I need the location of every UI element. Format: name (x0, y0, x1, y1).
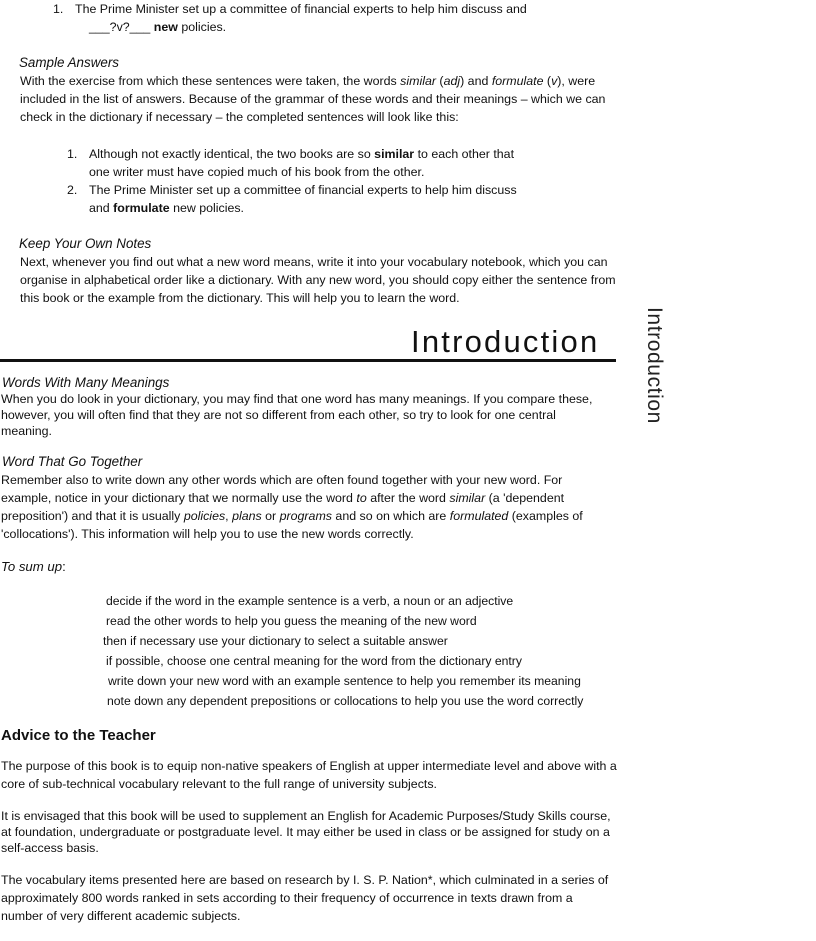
text-run: (examples of (511, 509, 583, 523)
sample-answers-heading: Sample Answers (19, 55, 119, 70)
text-run: : (62, 559, 66, 574)
bold-word: new (153, 20, 178, 34)
advice-heading: Advice to the Teacher (1, 727, 156, 744)
exercise-item-1 (53, 0, 527, 18)
answer-item-2-cont (89, 199, 244, 217)
sum-up-item: note down any dependent prepositions or collocations to help you use the word correctly (107, 694, 584, 708)
sample-answers-line-3: check in the dictionary if necessary – the completed sentences will look like this: (20, 110, 459, 124)
introduction-title: Introduction (411, 324, 600, 359)
sample-answers-line-2: included in the list of answers. Because of the grammar of these words and their meanings – which we can (20, 92, 606, 106)
word-similar: similar (400, 74, 436, 88)
notes-line-2: organise in alphabetical order like a dictionary. With any new word, you should copy either the sentence from (20, 273, 616, 287)
advice-p1-line-1: The purpose of this book is to equip non-native speakers of English at upper intermediate level and above with a (1, 759, 617, 773)
text-run: The Prime Minister set up a committee of financial experts to help him discuss (89, 183, 517, 197)
together-heading: Word That Go Together (2, 454, 143, 469)
item-number: 1. (53, 2, 64, 16)
text-run: Although not exactly identical, the two books are so (89, 147, 371, 161)
advice-p2-line-3: self-access basis. (1, 841, 99, 855)
advice-p3-line-2: approximately 800 words ranked in sets according to their frequency of occurrence in texts drawn from a (1, 891, 573, 905)
text-run: With the exercise from which these sentences were taken, the words (20, 74, 397, 88)
together-line-3 (1, 507, 583, 525)
bold-word: formulate (113, 201, 170, 215)
text-run: ), were (557, 74, 596, 88)
bold-word: similar (374, 147, 415, 161)
word-policies: policies (183, 509, 226, 523)
heading-rule (0, 359, 616, 362)
text-run: (a 'dependent (488, 491, 565, 505)
answer-item-1-cont: one writer must have copied much of his book from the other. (89, 165, 425, 179)
advice-p2-line-2: at foundation, undergraduate or postgraduate level. It may either be used in class or be assigned for study on a (1, 825, 610, 839)
sum-up-item: if possible, choose one central meaning for the word from the dictionary entry (106, 654, 522, 668)
side-tab-title: Introduction (643, 307, 666, 424)
word-formulated: formulated (449, 509, 509, 523)
text-run: and so on which are (335, 509, 447, 523)
exercise-item-1-cont (89, 18, 226, 36)
text-run: after the word (370, 491, 446, 505)
sum-up-item: decide if the word in the example sentence is a verb, a noun or an adjective (106, 594, 514, 608)
advice-p3-line-1: The vocabulary items presented here are based on research by I. S. P. Nation*, which culminated in a series of (1, 873, 609, 887)
pos-adj: adj (443, 74, 461, 88)
together-line-1: Remember also to write down any other words which are often found together with your new word. For (1, 473, 563, 487)
text-run: ( (439, 74, 444, 88)
sample-answers-line-1 (20, 72, 595, 90)
advice-p2-line-1: It is envisaged that this book will be used to supplement an English for Academic Purposes/Study Skills course, (1, 809, 611, 823)
answer-number: 1. (67, 147, 78, 161)
answer-number: 2. (67, 183, 78, 197)
word-plans: plans (232, 509, 262, 523)
answer-item-2 (67, 181, 517, 199)
blank-placeholder: ___?v?___ (89, 20, 151, 34)
text-run: new policies. (173, 201, 245, 215)
advice-p1-line-2: core of sub-technical vocabulary relevant to the full range of university subjects. (1, 777, 437, 791)
many-meanings-line-2: however, you will often find that they are not so different from each other, so try to look for one central (1, 408, 556, 422)
many-meanings-heading: Words With Many Meanings (2, 375, 170, 390)
notes-line-1: Next, whenever you find out what a new word means, write it into your vocabulary notebook, which you can (20, 255, 608, 269)
notes-line-3: this book or the example from the dictionary. This will help you to learn the word. (20, 291, 460, 305)
pos-v: v (551, 74, 558, 88)
sum-up-heading (1, 558, 66, 576)
word-to: to (356, 491, 367, 505)
advice-p3-line-3: number of very different academic subjects. (1, 909, 241, 923)
word-similar: similar (449, 491, 486, 505)
text-run: example, notice in your dictionary that we normally use the word (1, 491, 353, 505)
sum-up-label: To sum up (1, 559, 63, 574)
sum-up-item: write down your new word with an example sentence to help you remember its meaning (108, 674, 581, 688)
text-run: , (225, 509, 229, 523)
text-run: and (89, 201, 110, 215)
text-run: or (265, 509, 277, 523)
notes-heading: Keep Your Own Notes (19, 236, 152, 251)
together-line-2 (1, 489, 564, 507)
answer-item-1 (67, 145, 514, 163)
item-tail: policies. (181, 20, 227, 34)
word-programs: programs (279, 509, 332, 523)
word-formulate: formulate (491, 74, 544, 88)
text-run: ) and (460, 74, 489, 88)
text-run: ( (546, 74, 552, 88)
many-meanings-line-1: When you do look in your dictionary, you may find that one word has many meanings. If you compare these, (1, 392, 593, 406)
item-text: The Prime Minister set up a committee of financial experts to help him discuss and (75, 2, 527, 16)
text-run: preposition') and that it is usually (1, 509, 181, 523)
together-line-4: 'collocations'). This information will help you to use the new words correctly. (1, 527, 414, 541)
text-run: to each other that (417, 147, 515, 161)
sum-up-item: read the other words to help you guess the meaning of the new word (106, 614, 477, 628)
sum-up-item: then if necessary use your dictionary to select a suitable answer (103, 634, 448, 648)
many-meanings-line-3: meaning. (1, 424, 52, 438)
